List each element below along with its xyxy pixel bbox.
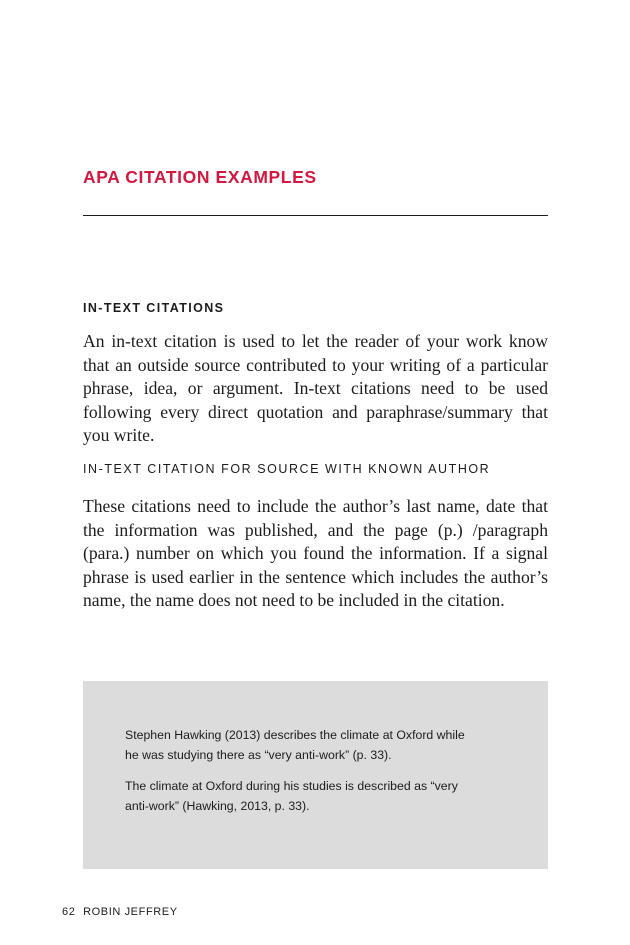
known-author-paragraph: These citations need to include the author’s last name, date that the information was published, and the page (p.) /paragraph (para.) number on which you found the information. If a signal phrase is used earlier in the sentence which includes the author’s name, the name does not need to be included in the citation.: [83, 496, 548, 611]
chapter-title: APA CITATION EXAMPLES: [83, 167, 317, 187]
section-heading: IN-TEXT CITATIONS: [83, 301, 225, 315]
title-divider: [83, 215, 548, 216]
example-signal-phrase: Stephen Hawking (2013) describes the climate at Oxford while he was studying there as “very anti-work” (p. 33).: [125, 728, 465, 762]
page-footer: [62, 906, 178, 918]
subsection-heading: IN-TEXT CITATION FOR SOURCE WITH KNOWN AUTHOR: [83, 462, 491, 476]
running-head: ROBIN JEFFREY: [83, 906, 178, 918]
example-callout-box: [83, 681, 548, 869]
intro-paragraph: An in-text citation is used to let the reader of your work know that an outside source contributed to your writing of a particular phrase, idea, or argument. In-text citations need to be used following every direct quotation and paraphrase/summary that you write.: [83, 331, 548, 446]
example-parenthetical: The climate at Oxford during his studies is described as “very anti-work” (Hawking, 2013, p. 33).: [125, 779, 458, 813]
page-number: 62: [62, 906, 76, 918]
